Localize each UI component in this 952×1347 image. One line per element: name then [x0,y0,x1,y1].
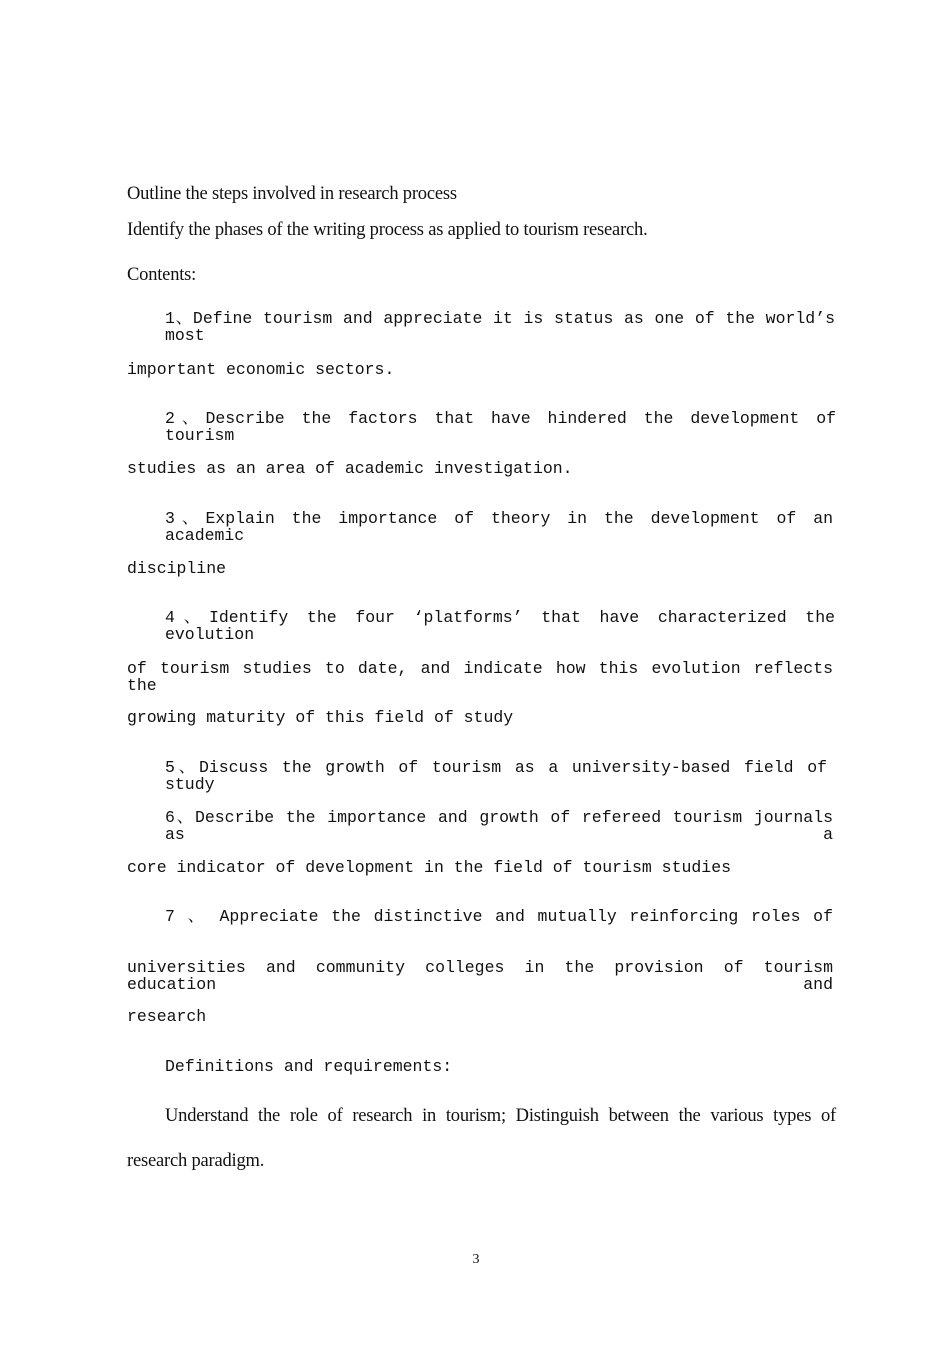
contents-heading: Contents: [127,265,197,285]
item-5-line-1: 5、Discuss the growth of tourism as a university-based field of study [165,758,827,794]
item-7-line-3: research [127,1007,207,1026]
item-3-line-2: discipline [127,559,227,578]
item-6-line-2: core indicator of development in the field of tourism studies [127,858,731,877]
item-4-line-2: of tourism studies to date, and indicate how this evolution reflects the [127,659,833,695]
item-7-line-1: 7 、 Appreciate the distinctive and mutually reinforcing roles of [165,907,833,926]
item-1-line-1: 1、Define tourism and appreciate it is status as one of the world’s most [165,309,835,345]
item-1-line-2: important economic sectors. [127,360,395,379]
item-4-line-3: growing maturity of this field of study [127,708,514,727]
objective-line-2: Identify the phases of the writing process as applied to tourism research. [127,220,648,240]
page-number: 3 [472,1252,480,1267]
item-4-line-1: 4、Identify the four ‘platforms’ that have characterized the evolution [165,608,835,644]
definitions-heading: Definitions and requirements: [165,1057,453,1076]
item-6-line-1: 6、Describe the importance and growth of refereed tourism journals as a [165,808,833,844]
definitions-line-2: research paradigm. [127,1151,265,1171]
item-3-line-1: 3、Explain the importance of theory in the development of an academic [165,509,833,545]
objective-line-1: Outline the steps involved in research process [127,184,457,204]
item-2-line-2: studies as an area of academic investigation. [127,459,573,478]
definitions-line-1: Understand the role of research in tourism; Distinguish between the various types of [165,1106,836,1126]
item-7-line-2: universities and community colleges in the provision of tourism education and [127,958,833,994]
item-2-line-1: 2、Describe the factors that have hindered the development of tourism [165,409,836,445]
